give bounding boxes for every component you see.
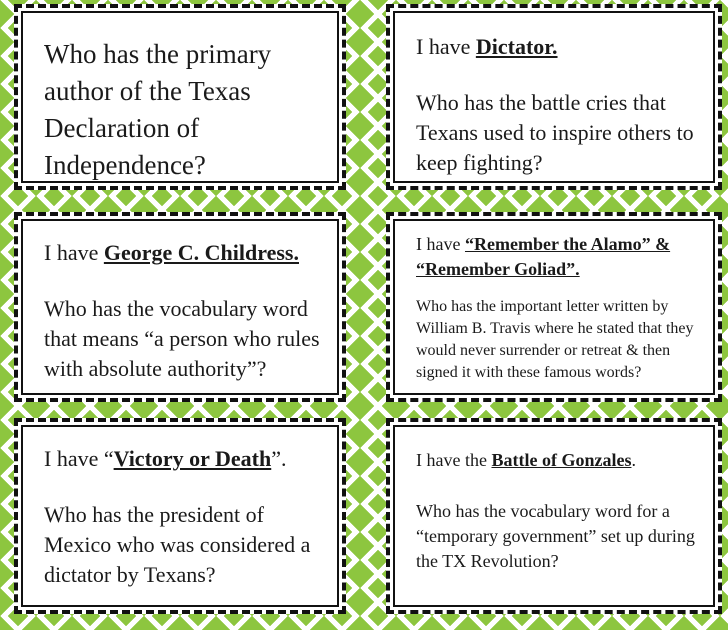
have-prefix: I have the	[416, 450, 492, 470]
answer-text: George C. Childress.	[103, 240, 299, 265]
answer-text: Battle of Gonzales	[491, 450, 632, 470]
card-5	[14, 418, 346, 614]
have-prefix: I have	[416, 234, 465, 254]
card-3	[14, 212, 346, 402]
card-4	[386, 212, 722, 402]
answer-text: Dictator.	[475, 34, 558, 59]
card-question: Who has the vocabulary word for a “temporary government” set up during the TX Revolution?	[416, 501, 695, 571]
card-answer-line	[44, 444, 324, 474]
card-answer-line	[416, 448, 700, 473]
card-answer-line	[416, 32, 700, 62]
card-answer-line	[44, 238, 324, 268]
have-prefix: I have	[44, 240, 104, 265]
card-6	[386, 418, 722, 614]
card-question: Who has the vocabulary word that means “a person who rules with absolute authority”?	[44, 296, 320, 381]
have-prefix: I have	[416, 34, 476, 59]
card-1	[14, 4, 346, 190]
card-question: Who has the important letter written by William B. Travis where he stated that they would never surrender or retreat & then signed it with these famous words?	[416, 298, 694, 381]
answer-text: “Remember the Alamo” & “Remember Goliad”.	[416, 234, 671, 279]
have-suffix: .	[631, 450, 636, 470]
have-suffix: ”.	[271, 446, 287, 471]
answer-text: Victory or Death	[113, 446, 272, 471]
card-question: Who has the primary author of the Texas Declaration of Independence?	[44, 39, 272, 180]
have-prefix: I have “	[44, 446, 114, 471]
card-2	[386, 4, 722, 190]
card-answer-line	[416, 232, 700, 282]
card-question: Who has the battle cries that Texans used to inspire others to keep fighting?	[416, 90, 694, 175]
card-question: Who has the president of Mexico who was considered a dictator by Texans?	[44, 502, 311, 587]
